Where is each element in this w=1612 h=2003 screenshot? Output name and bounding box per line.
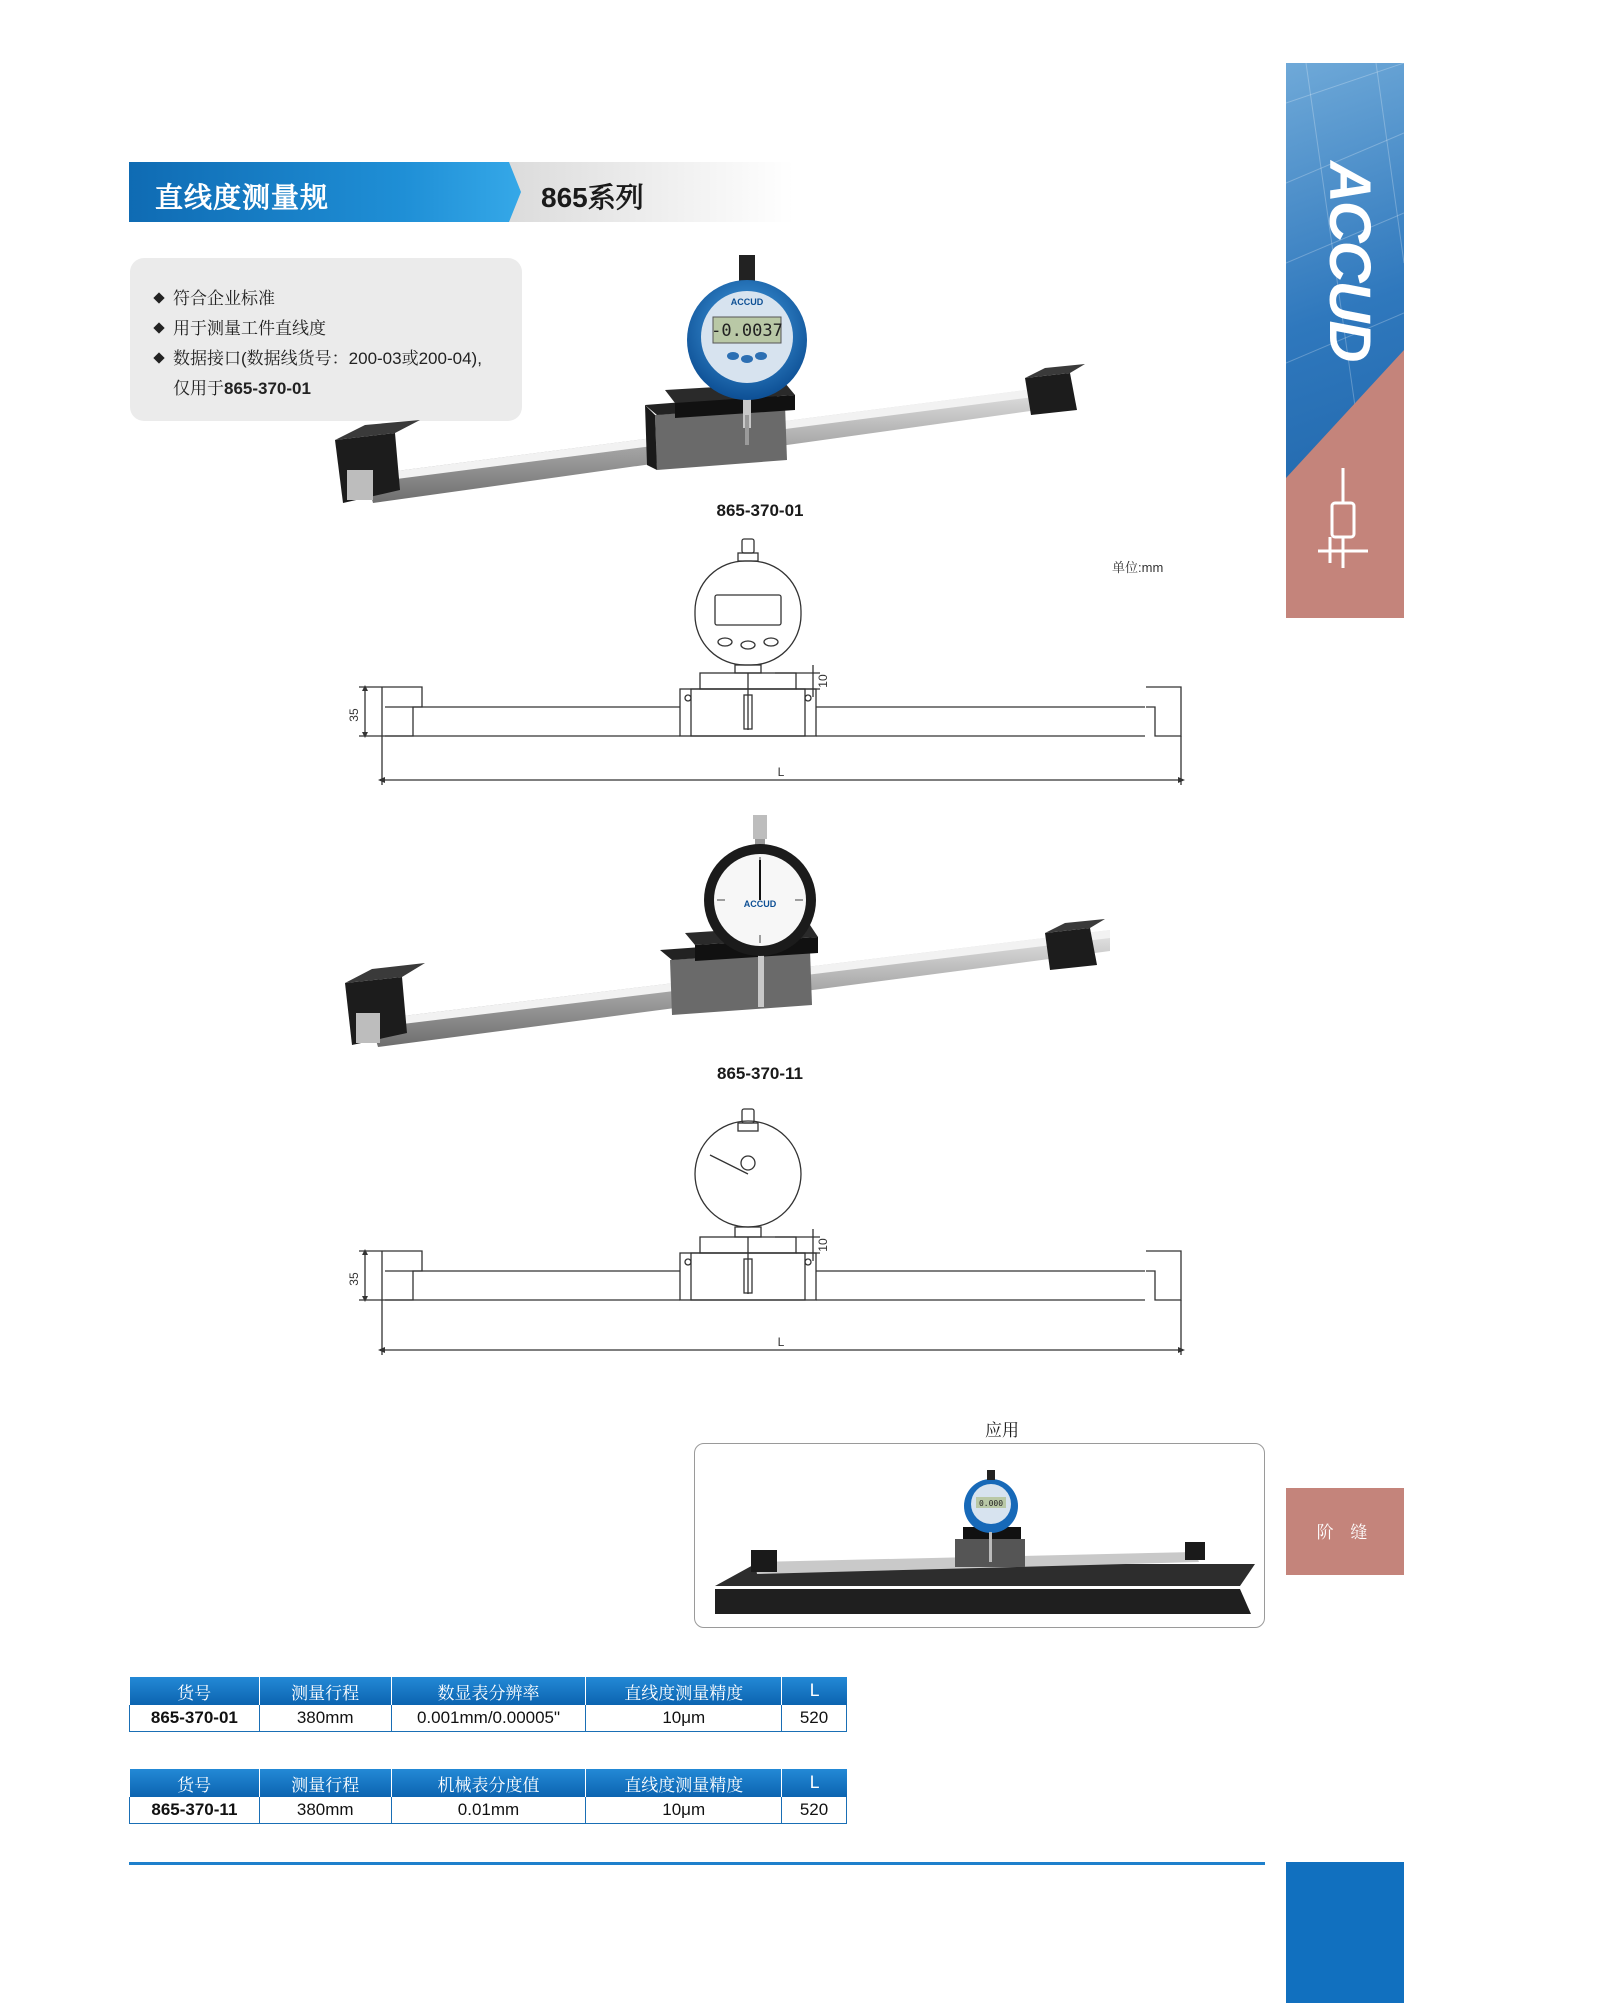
table-cell: 865-370-01 [130, 1705, 260, 1732]
column-header: 数显表分辨率 [391, 1677, 586, 1705]
feature-item: 仅用于865-370-01 [173, 379, 311, 398]
table-cell: 380mm [259, 1705, 391, 1732]
table-cell: 10μm [586, 1797, 782, 1824]
column-header: 测量行程 [259, 1769, 391, 1797]
side-tab-step [1286, 1488, 1404, 1575]
product-caption: 865-370-01 [716, 501, 804, 520]
application-label: 应用 [985, 1421, 1019, 1440]
product-photo-865-370-01 [325, 255, 1095, 520]
spec-table-865-370-01 [129, 1677, 847, 1732]
table-cell: 865-370-11 [130, 1797, 260, 1824]
feature-item: 用于测量工件直线度 [155, 314, 326, 339]
column-header: L [782, 1769, 847, 1797]
dial-brand: ACCUD [743, 899, 777, 909]
table-cell: 0.001mm/0.00005" [391, 1705, 586, 1732]
table-cell: 380mm [259, 1797, 391, 1824]
lcd-display: -0.0037 [711, 321, 783, 341]
page-corner-block [1286, 1862, 1404, 2003]
table-row [130, 1705, 847, 1732]
dial-brand: ACCUD [730, 297, 764, 307]
table-cell: 0.01mm [391, 1797, 586, 1824]
application-lcd: 0.000 [978, 1499, 1004, 1508]
bullet-icon [153, 352, 164, 363]
height-label: 35 [347, 708, 361, 722]
table-cell: 520 [782, 1705, 847, 1732]
table-cell: 520 [782, 1797, 847, 1824]
product-photo-865-370-11 [340, 815, 1110, 1070]
table-cell: 10μm [586, 1705, 782, 1732]
gap-label: 10 [816, 674, 830, 688]
length-label: L [777, 1335, 785, 1349]
column-header: L [782, 1677, 847, 1705]
column-header: 直线度测量精度 [586, 1769, 782, 1797]
application-photo-frame [694, 1443, 1265, 1628]
length-label: L [777, 765, 785, 779]
side-tab-label: 阶 缝 [1316, 1523, 1374, 1542]
spec-table-865-370-11 [129, 1769, 847, 1824]
brand-logo: ACCUD [1317, 161, 1382, 361]
unit-label: 单位:mm [1112, 560, 1164, 575]
column-header: 货号 [130, 1677, 260, 1705]
feature-item: 符合企业标准 [155, 284, 275, 309]
depth-gauge-icon [1308, 463, 1378, 573]
brand-tab [1286, 63, 1404, 618]
column-header: 机械表分度值 [391, 1769, 586, 1797]
feature-item: 数据接口(数据线货号：200-03或200-04), [155, 344, 482, 369]
dimension-drawing-01 [345, 535, 1190, 790]
product-caption: 865-370-11 [716, 1064, 804, 1083]
dimension-drawing-11 [345, 1105, 1190, 1360]
column-header: 货号 [130, 1769, 260, 1797]
gap-label: 10 [816, 1238, 830, 1252]
table-row [130, 1797, 847, 1824]
title-banner [129, 162, 794, 222]
column-header: 直线度测量精度 [586, 1677, 782, 1705]
table-header-row [130, 1769, 847, 1797]
table-header-row [130, 1677, 847, 1705]
application-photo [695, 1444, 1264, 1627]
column-header: 测量行程 [259, 1677, 391, 1705]
bullet-icon [153, 322, 164, 333]
bullet-icon [153, 292, 164, 303]
page-title: 直线度测量规 [155, 182, 330, 213]
height-label: 35 [347, 1272, 361, 1286]
footer-divider [129, 1862, 1265, 1865]
series-title: 865系列 [541, 182, 644, 213]
